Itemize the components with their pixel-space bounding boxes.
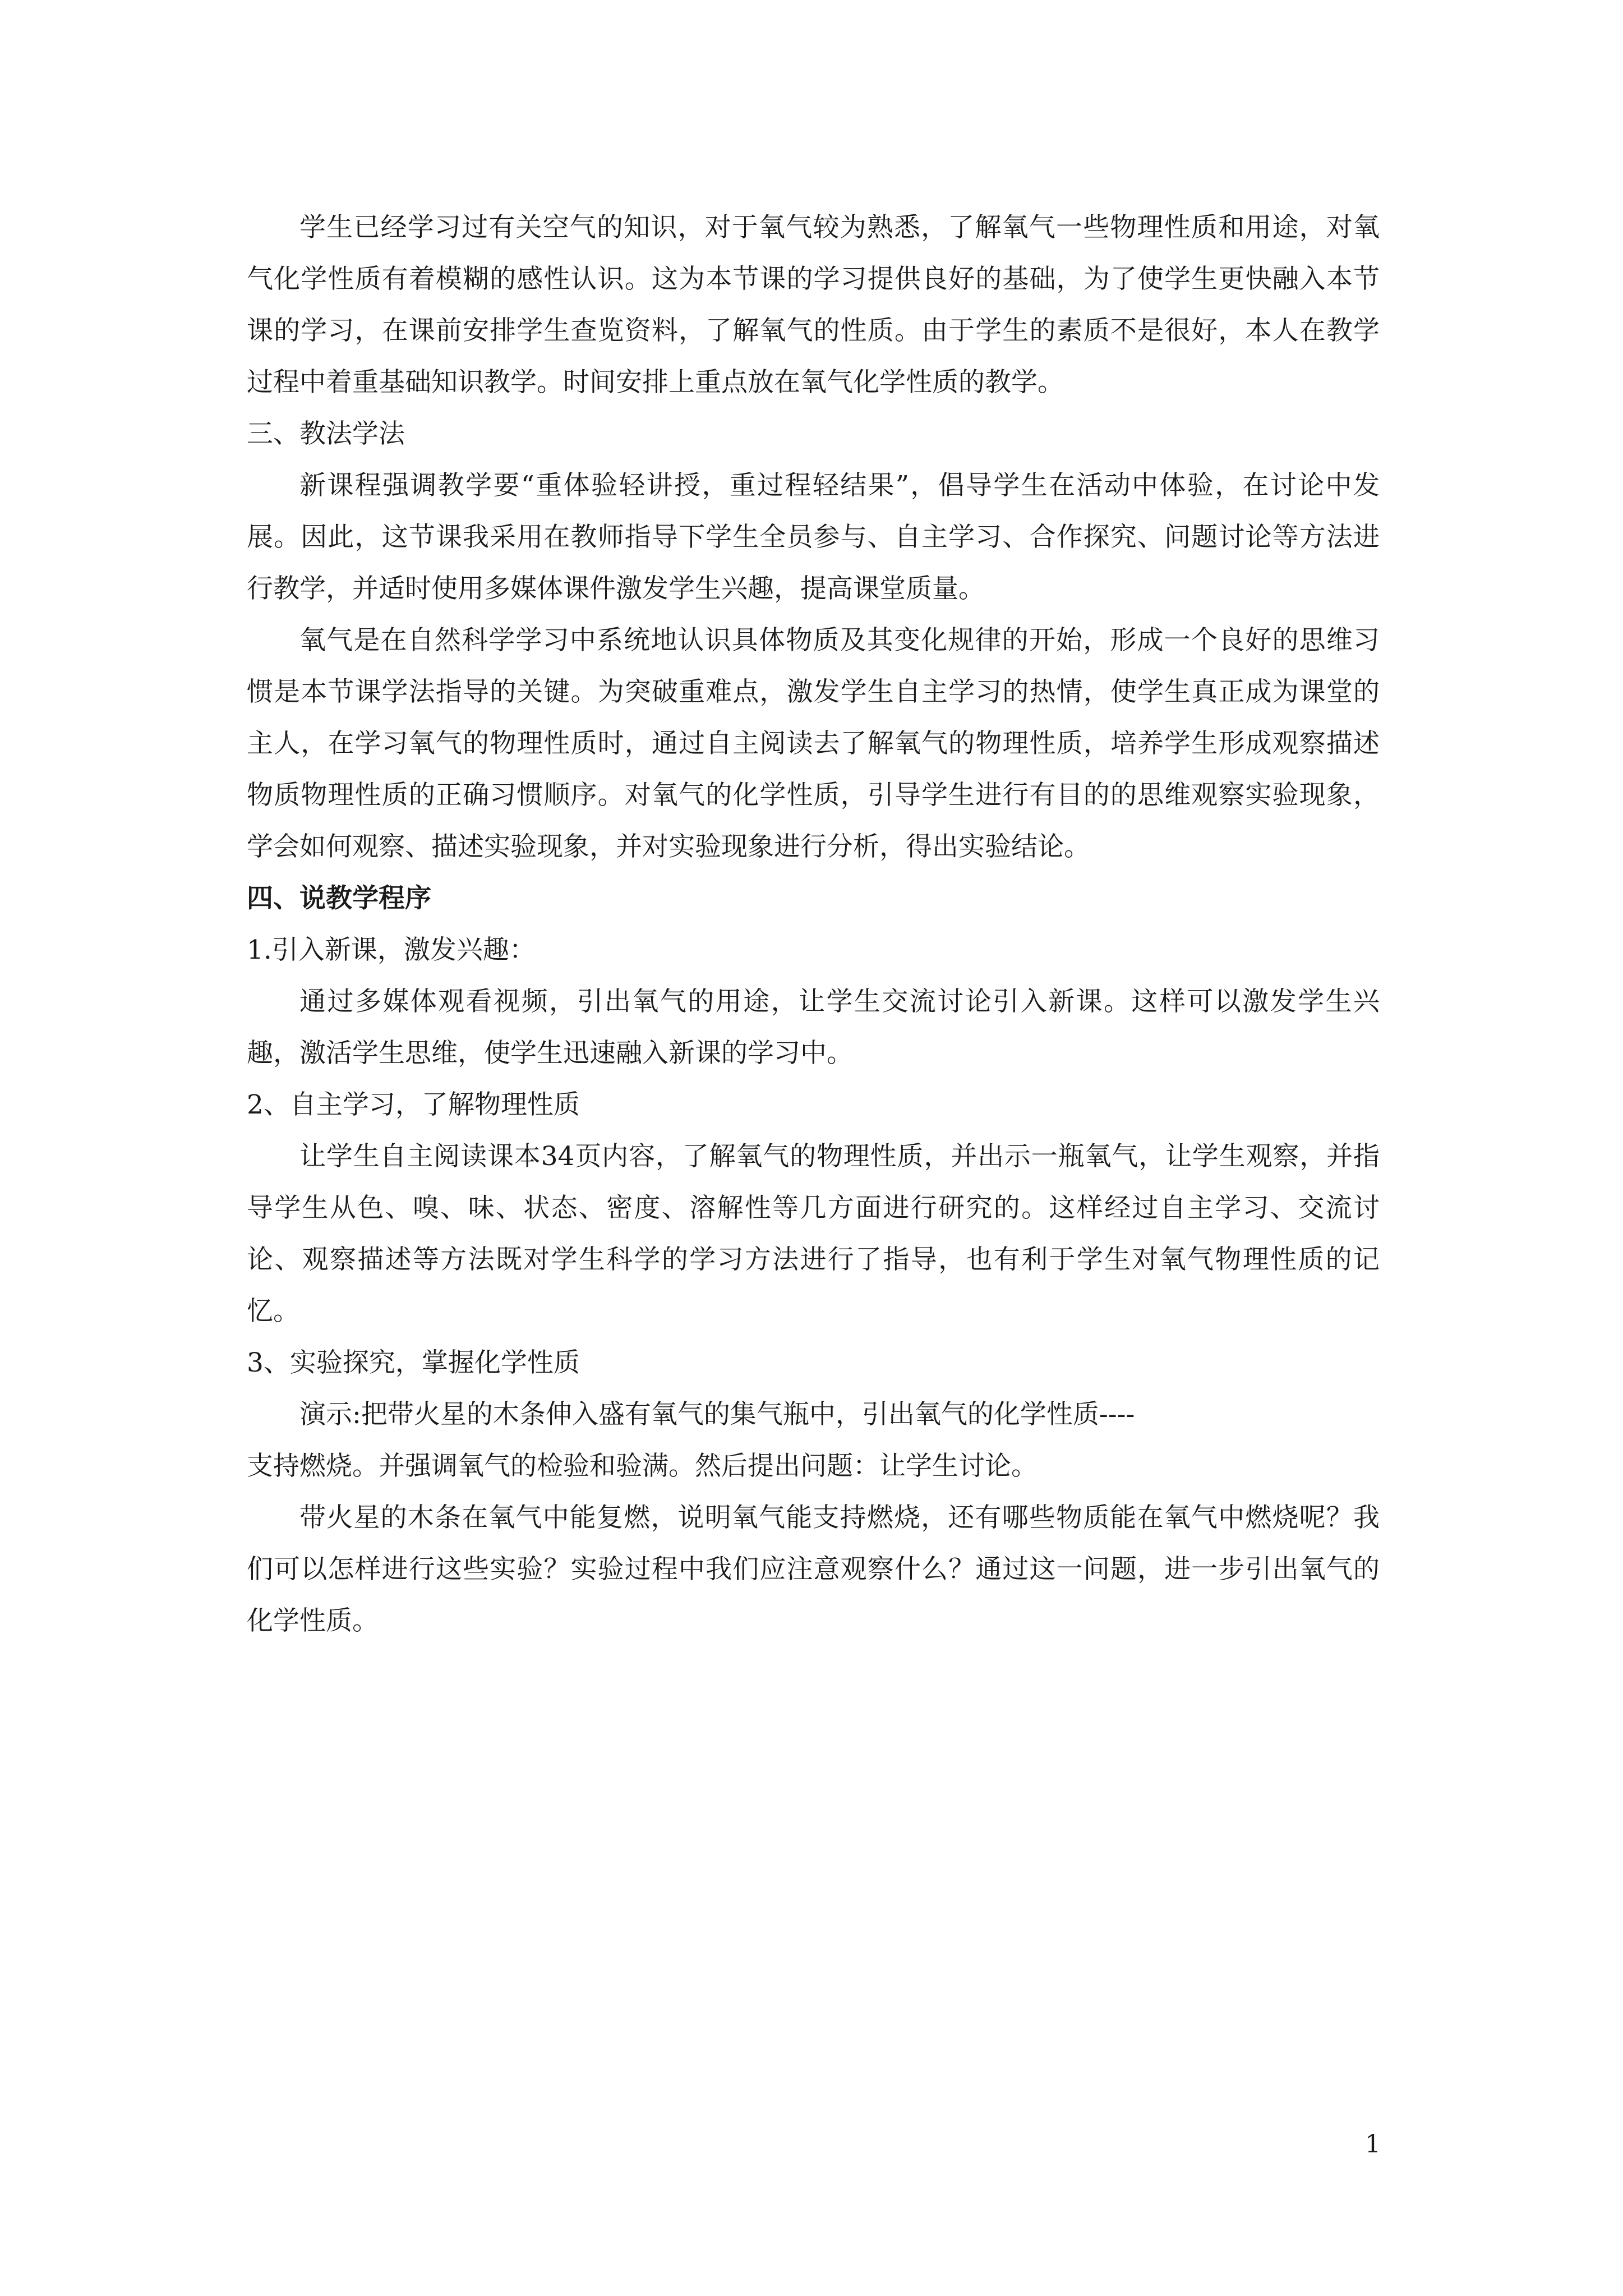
section-heading-methods: 三、教法学法 bbox=[247, 418, 405, 449]
page-number: 1 bbox=[1365, 2130, 1381, 2159]
subheading-introduce-lesson: 1.引入新课，激发兴趣： bbox=[247, 935, 536, 965]
subheading-physical-properties: 2、自主学习，了解物理性质 bbox=[247, 1089, 580, 1120]
subheading-chemical-properties: 3、实验探究，掌握化学性质 bbox=[247, 1347, 580, 1378]
paragraph-discussion-question: 带火星的木条在氧气中能复燃，说明氧气能支持燃烧，还有哪些物质能在氧气中燃烧呢？我们可以怎样进行这些实验？实验过程中我们应注意观察什么？通过这一问题，进一步引出氧气的化学性质。 bbox=[247, 1502, 1380, 1636]
paragraph-demonstration: 演示:把带火星的木条伸入盛有氧气的集气瓶中，引出氧气的化学性质---- bbox=[299, 1399, 1135, 1430]
paragraph-demonstration-continued: 支持燃烧。并强调氧气的检验和验满。然后提出问题：让学生讨论。 bbox=[247, 1451, 1038, 1481]
paragraph-introduce-lesson: 通过多媒体观看视频，引出氧气的用途，让学生交流讨论引入新课。这样可以激发学生兴趣，激活学生思维，使学生迅速融入新课的学习中。 bbox=[247, 986, 1380, 1069]
section-heading-procedure: 四、说教学程序 bbox=[247, 883, 431, 914]
document-body bbox=[247, 202, 1380, 1647]
paragraph-teaching-method: 新课程强调教学要“重体验轻讲授，重过程轻结果”，倡导学生在活动中体验，在讨论中发展。因此，这节课我采用在教师指导下学生全员参与、自主学习、合作探究、问题讨论等方法进行教学，并适时使用多媒体课件激发学生兴趣，提高课堂质量。 bbox=[247, 470, 1380, 604]
paragraph-student-analysis: 学生已经学习过有关空气的知识，对于氧气较为熟悉，了解氧气一些物理性质和用途，对氧气化学性质有着模糊的感性认识。这为本节课的学习提供良好的基础，为了使学生更快融入本节课的学习，在课前安排学生查览资料，了解氧气的性质。由于学生的素质不是很好，本人在教学过程中着重基础知识教学。时间安排上重点放在氧气化学性质的教学。 bbox=[247, 212, 1380, 398]
paragraph-learning-method: 氧气是在自然科学学习中系统地认识具体物质及其变化规律的开始，形成一个良好的思维习惯是本节课学法指导的关键。为突破重难点，激发学生自主学习的热情，使学生真正成为课堂的主人，在学习氧气的物理性质时，通过自主阅读去了解氧气的物理性质，培养学生形成观察描述物质物理性质的正确习惯顺序。对氧气的化学性质，引导学生进行有目的的思维观察实验现象，学会如何观察、描述实验现象，并对实验现象进行分析，得出实验结论。 bbox=[247, 625, 1380, 862]
paragraph-physical-properties: 让学生自主阅读课本34页内容，了解氧气的物理性质，并出示一瓶氧气，让学生观察，并指导学生从色、嗅、味、状态、密度、溶解性等几方面进行研究的。这样经过自主学习、交流讨论、观察描述等方法既对学生科学的学习方法进行了指导，也有利于学生对氧气物理性质的记忆。 bbox=[247, 1141, 1380, 1327]
